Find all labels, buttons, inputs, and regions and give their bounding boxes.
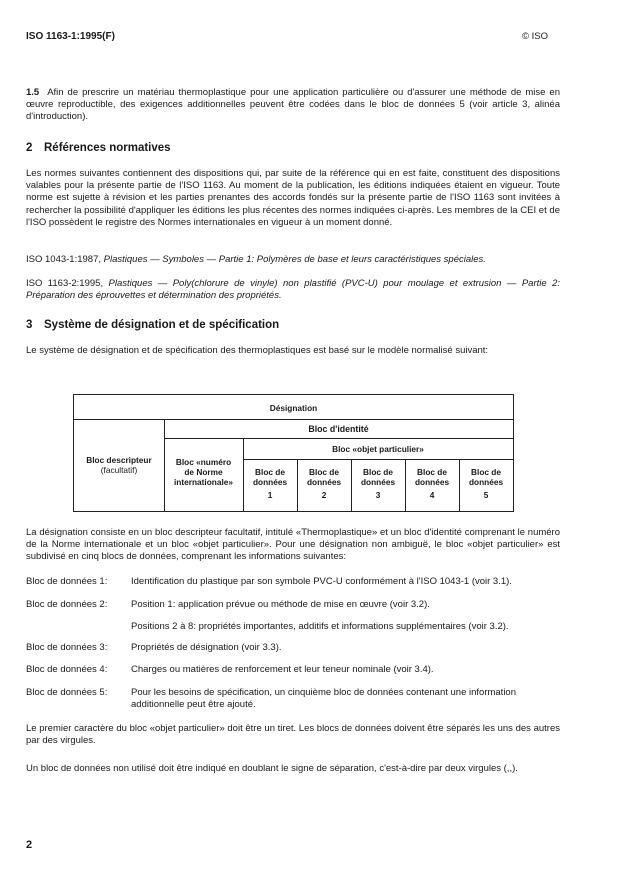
- heading-section-2: [26, 142, 171, 154]
- data-block-label: Bloc de: [417, 467, 447, 477]
- clause-1-5-number: 1.5: [26, 87, 40, 98]
- identity-block-header: Bloc d'identité: [308, 424, 369, 434]
- data-block-number: 2: [321, 490, 327, 500]
- descriptor-block-cell: [74, 455, 164, 475]
- standard-number-block-cell: [164, 457, 243, 487]
- page-number: 2: [26, 839, 33, 851]
- data-block-item-label: Bloc de données 2:: [26, 599, 108, 610]
- data-block-item-text: Propriétés de désignation (voir 3.3).: [131, 642, 282, 653]
- normative-references-intro: Les normes suivantes contiennent des dispositions qui, par suite de la référence qui en est faite, constituent des dispositions valables pour la présente partie de l'ISO 1163. Au moment de la publication, les éditions indiquées étaient en vigueur. Toute norme est sujette à révision et les parties prenantes des accords fondés sur la présente partie de l'ISO 1163 sont invitées à rechercher la possibilité d'appliquer les éditions les plus récentes des normes indiquées ci-après. Les membres de la CEI et de l'ISO possèdent le registre des Normes internationales en vigueur à un moment donné.: [26, 168, 560, 228]
- data-block-number: 4: [429, 490, 435, 500]
- data-block-number: 1: [267, 490, 273, 500]
- reference-1-title: Plastiques — Symboles — Partie 1: Polymères de base et leurs caractéristiques spéciales.: [103, 254, 486, 265]
- data-block-label: données: [414, 477, 450, 487]
- reference-2-code: ISO 1163-2:1995,: [26, 278, 104, 289]
- data-block-item-label: Bloc de données 3:: [26, 642, 108, 653]
- section-2-title: Références normatives: [44, 142, 171, 154]
- data-block-cell: [243, 467, 297, 500]
- descriptor-block-label: Bloc descripteur: [86, 455, 152, 465]
- unused-block-rule: Un bloc de données non utilisé doit être indiqué en doublant le signe de séparation, c'est-à-dire par deux virgules (,,).: [26, 763, 518, 774]
- reference-1-code: ISO 1043-1:1987,: [26, 254, 101, 265]
- section-3-title: Système de désignation et de spécification: [44, 319, 280, 331]
- standard-number-line-2: de Norme: [184, 467, 223, 477]
- data-block-label: Bloc de: [363, 467, 393, 477]
- table-rule: [243, 459, 513, 460]
- data-block-number: 3: [375, 490, 381, 500]
- table-rule: [164, 438, 513, 439]
- data-block-label: données: [468, 477, 504, 487]
- data-block-cell: [351, 467, 405, 500]
- specific-object-block-header: Bloc «objet particulier»: [332, 444, 424, 454]
- data-block-item-text: Identification du plastique par son symbole PVC-U conformément à l'ISO 1043-1 (voir 3.1).: [131, 576, 512, 587]
- reference-iso-1163-2: [26, 278, 560, 302]
- clause-1-5: [26, 87, 560, 124]
- data-block-cell: [405, 467, 459, 500]
- data-block-item-label: Bloc de données 1:: [26, 576, 108, 587]
- data-block-label: données: [306, 477, 342, 487]
- data-block-item-label: Bloc de données 5:: [26, 687, 108, 698]
- data-block-label: données: [360, 477, 396, 487]
- data-block-cell: [297, 467, 351, 500]
- data-block-item-text: Positions 2 à 8: propriétés importantes, additifs et informations supplémentaires (voir 3.2).: [131, 621, 509, 632]
- data-block-label: Bloc de: [471, 467, 501, 477]
- data-block-item-text: Position 1: application prévue ou méthode de mise en œuvre (voir 3.2).: [131, 599, 430, 610]
- data-block-number: 5: [483, 490, 489, 500]
- data-block-label: Bloc de: [255, 467, 285, 477]
- section-3-number: 3: [26, 319, 33, 331]
- designation-system-intro: Le système de désignation et de spécification des thermoplastiques est basé sur le modèle normalisé suivant:: [26, 345, 489, 356]
- table-rule: [74, 419, 513, 420]
- section-2-number: 2: [26, 142, 33, 154]
- standard-number-line-3: internationale»: [173, 477, 233, 487]
- data-block-item-label: Bloc de données 4:: [26, 664, 108, 675]
- first-character-rule: Le premier caractère du bloc «objet particulier» doit être un tiret. Les blocs de données doivent être séparés les uns des autres par des virgules.: [26, 723, 560, 747]
- data-block-label: données: [252, 477, 288, 487]
- designation-header: Désignation: [269, 403, 318, 413]
- data-block-item-text: Pour les besoins de spécification, un cinquième bloc de données contenant une information additionnelle peut être ajouté.: [131, 687, 517, 711]
- standard-number-line-1: Bloc «numéro: [175, 457, 232, 467]
- descriptor-block-optional: (facultatif): [100, 465, 138, 475]
- clause-1-5-text: Afin de prescrire un matériau thermoplastique pour une application particulière ou d'assurer une méthode de mise en œuvre reproductible, des exigences additionnelles peuvent être codées dans le bloc de données 5 (voir article 3, alinéa d'introduction).: [26, 87, 560, 123]
- standard-reference: ISO 1163-1:1995(F): [26, 31, 115, 42]
- reference-2-title: Plastiques — Poly(chlorure de vinyle) non plastifié (PVC-U) pour moulage et extrusion — Partie 2: Préparation des éprouvettes et détermination des propriétés.: [26, 278, 560, 302]
- data-block-cell: [459, 467, 513, 500]
- copyright-notice: © ISO: [522, 31, 549, 42]
- reference-iso-1043-1: [26, 254, 560, 266]
- designation-model-table: [73, 394, 514, 512]
- data-block-label: Bloc de: [309, 467, 339, 477]
- data-block-item-text: Charges ou matières de renforcement et leur teneur nominale (voir 3.4).: [131, 664, 434, 675]
- heading-section-3: [26, 319, 279, 331]
- designation-description: La désignation consiste en un bloc descripteur facultatif, intitulé «Thermoplastique» et un bloc d'identité comprenant le numéro de la Norme internationale et un bloc «objet particulier». Pour une désignation non ambiguë, le bloc «objet particulier» est subdivisé en cinq blocs de données, comprenant les informations suivantes:: [26, 527, 560, 563]
